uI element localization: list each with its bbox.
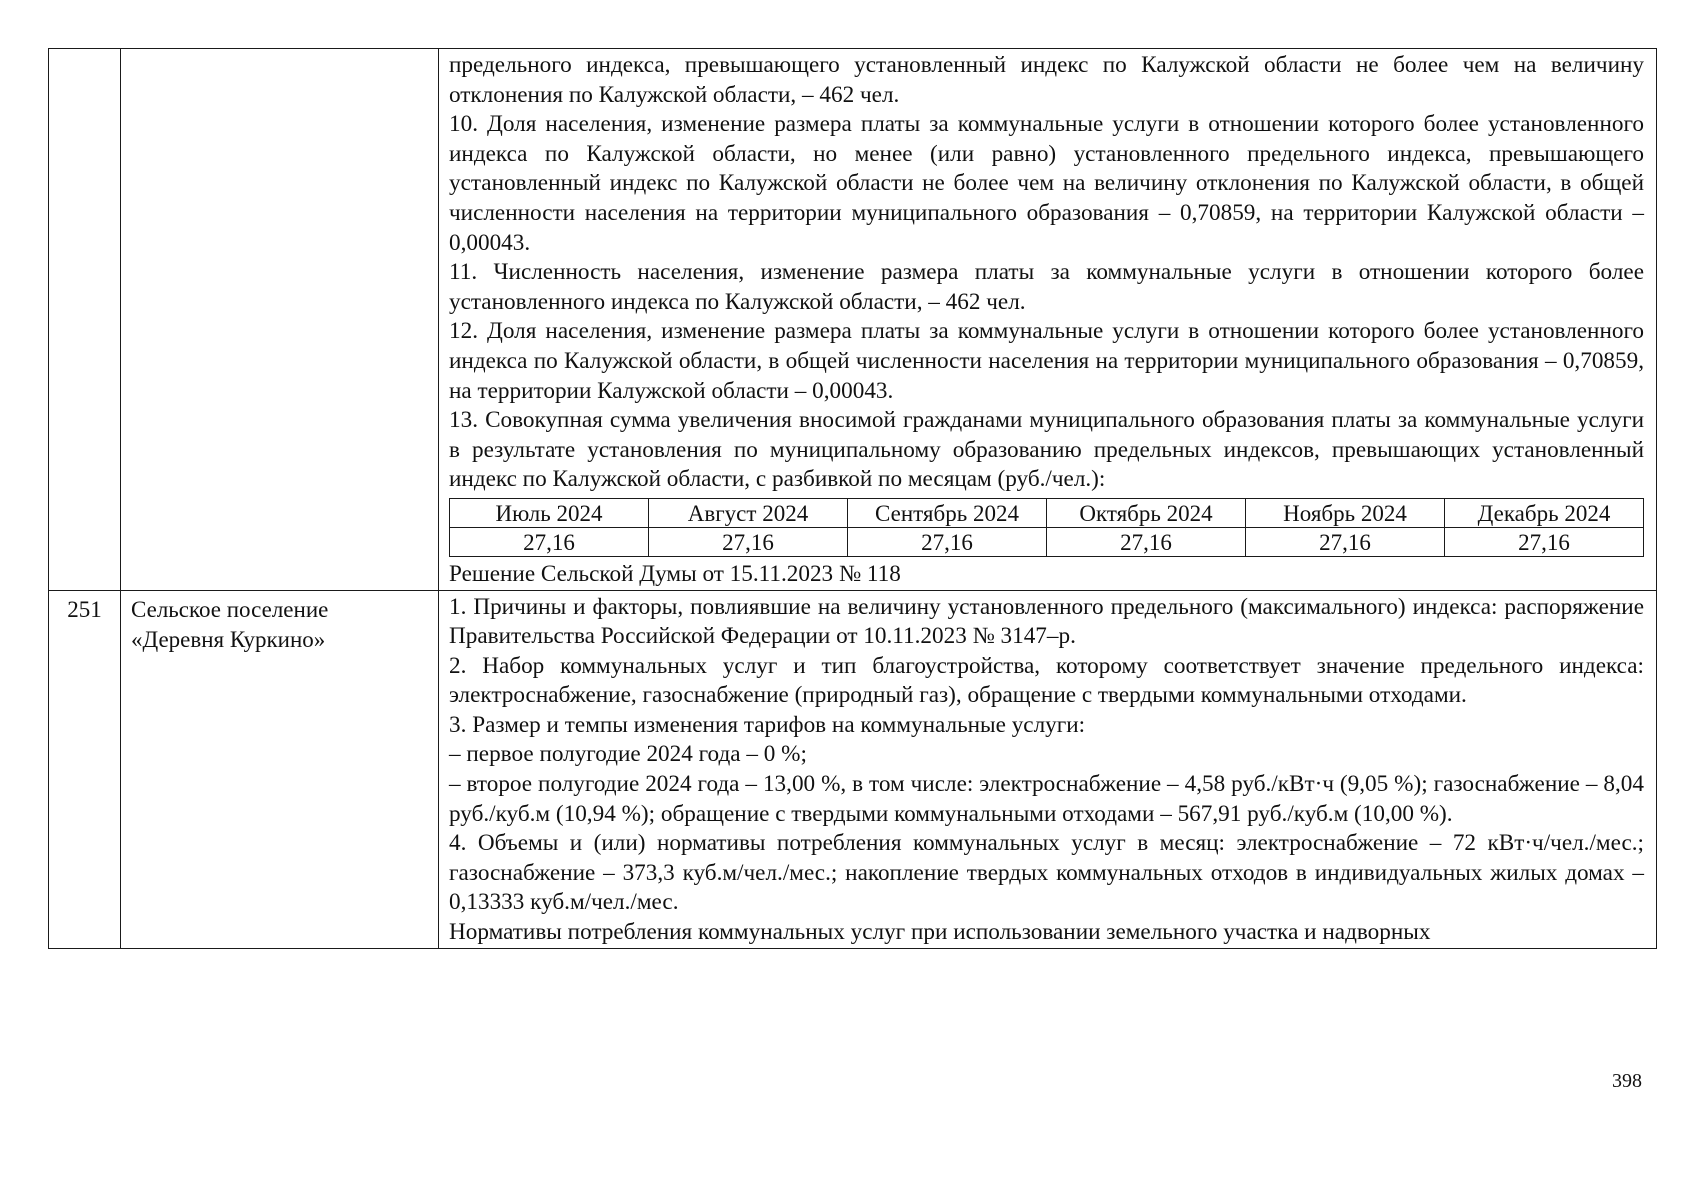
paragraph-norms-continued: Нормативы потребления коммунальных услуг при использовании земельного участка и надворных [449,919,1431,946]
row-number-cell: 251 [49,590,121,948]
month-header: Ноябрь 2024 [1246,498,1445,527]
table-row-continuation [49,49,1657,591]
month-value: 27,16 [1445,527,1644,556]
month-value: 27,16 [1047,527,1246,556]
paragraph-first-half: – первое полугодие 2024 года – 0 %; [449,741,807,768]
paragraph-item9-continuation: предельного индекса, превышающего установленный индекс по Калужской области не более чем на величину отклонения по Калужской области, – 462 чел. [449,52,1644,108]
document-table [48,48,1657,949]
months-header-row [450,498,1644,527]
page-number: 398 [1612,1070,1642,1092]
table-row-251 [49,590,1657,948]
paragraph-item11: 11. Численность населения, изменение размера платы за коммунальные услуги в отношении которого более установленного индекса по Калужской области, – 462 чел. [449,259,1644,315]
paragraph-item10: 10. Доля населения, изменение размера платы за коммунальные услуги в отношении которого более установленного индекса по Калужской области, но менее (или равно) установленного предельного индекса, превышающего установленный индекс по Калужской области не более чем на величину отклонения по Калужской области, в общей численности населения на территории муниципального образования – 0,70859, на территории Калужской области – 0,00043. [449,111,1644,256]
paragraph-item3: 3. Размер и темпы изменения тарифов на коммунальные услуги: [449,711,1086,738]
decision-reference: Решение Сельской Думы от 15.11.2023 № 118 [449,560,901,587]
paragraph-item2: 2. Набор коммунальных услуг и тип благоустройства, которому соответствует значение предельного индекса: электроснабжение, газоснабжение (природный газ), обращение с твердыми коммунальными отходами. [449,652,1644,709]
paragraph-item1: 1. Причины и факторы, повлиявшие на величину установленного предельного (максимального) индекса: распоряжение Правительства Российской Федерации от 10.11.2023 № 3147–р. [449,593,1644,650]
paragraph-item4: 4. Объемы и (или) нормативы потребления коммунальных услуг в месяц: электроснабжение – 72 кВт·ч/чел./мес.; газоснабжение – 373,3 куб.м/чел./мес.; накопление твердых коммунальных отходов в индивидуальных жилых домах – 0,13333 куб.м/чел./мес. [449,830,1644,916]
municipality-name-line1: Сельское поселение [131,596,329,622]
month-value: 27,16 [848,527,1047,556]
description-cell [439,590,1657,948]
month-header: Сентябрь 2024 [848,498,1047,527]
month-header: Декабрь 2024 [1445,498,1644,527]
row-number-cell [49,49,121,591]
paragraph-item12: 12. Доля населения, изменение размера платы за коммунальные услуги в отношении которого более установленного индекса по Калужской области, в общей численности населения на территории муниципального образования – 0,70859, на территории Калужской области – 0,00043. [449,318,1644,404]
months-values-row [450,527,1644,556]
month-value: 27,16 [1246,527,1445,556]
month-value: 27,16 [649,527,848,556]
month-header: Август 2024 [649,498,848,527]
description-cell [439,49,1657,591]
municipality-name-line2: «Деревня Куркино» [131,626,326,652]
month-header: Июль 2024 [450,498,649,527]
monthly-increase-table [449,498,1644,557]
municipality-name-cell [121,590,439,948]
month-value: 27,16 [450,527,649,556]
paragraph-item13: 13. Совокупная сумма увеличения вносимой гражданами муниципального образования платы за коммунальные услуги в результате установления по муниципальному образованию предельных индексов, превышающих установленный индекс по Калужской области, с разбивкой по месяцам (руб./чел.): [449,407,1644,493]
month-header: Октябрь 2024 [1047,498,1246,527]
paragraph-second-half: – второе полугодие 2024 года – 13,00 %, в том числе: электроснабжение – 4,58 руб./кВт·ч (9,05 %); газоснабжение – 8,04 руб./куб.м (10,94 %); обращение с твердыми коммунальными отходами – 567,91 руб./куб.м (10,00 %). [449,771,1644,827]
municipality-name-cell [121,49,439,591]
